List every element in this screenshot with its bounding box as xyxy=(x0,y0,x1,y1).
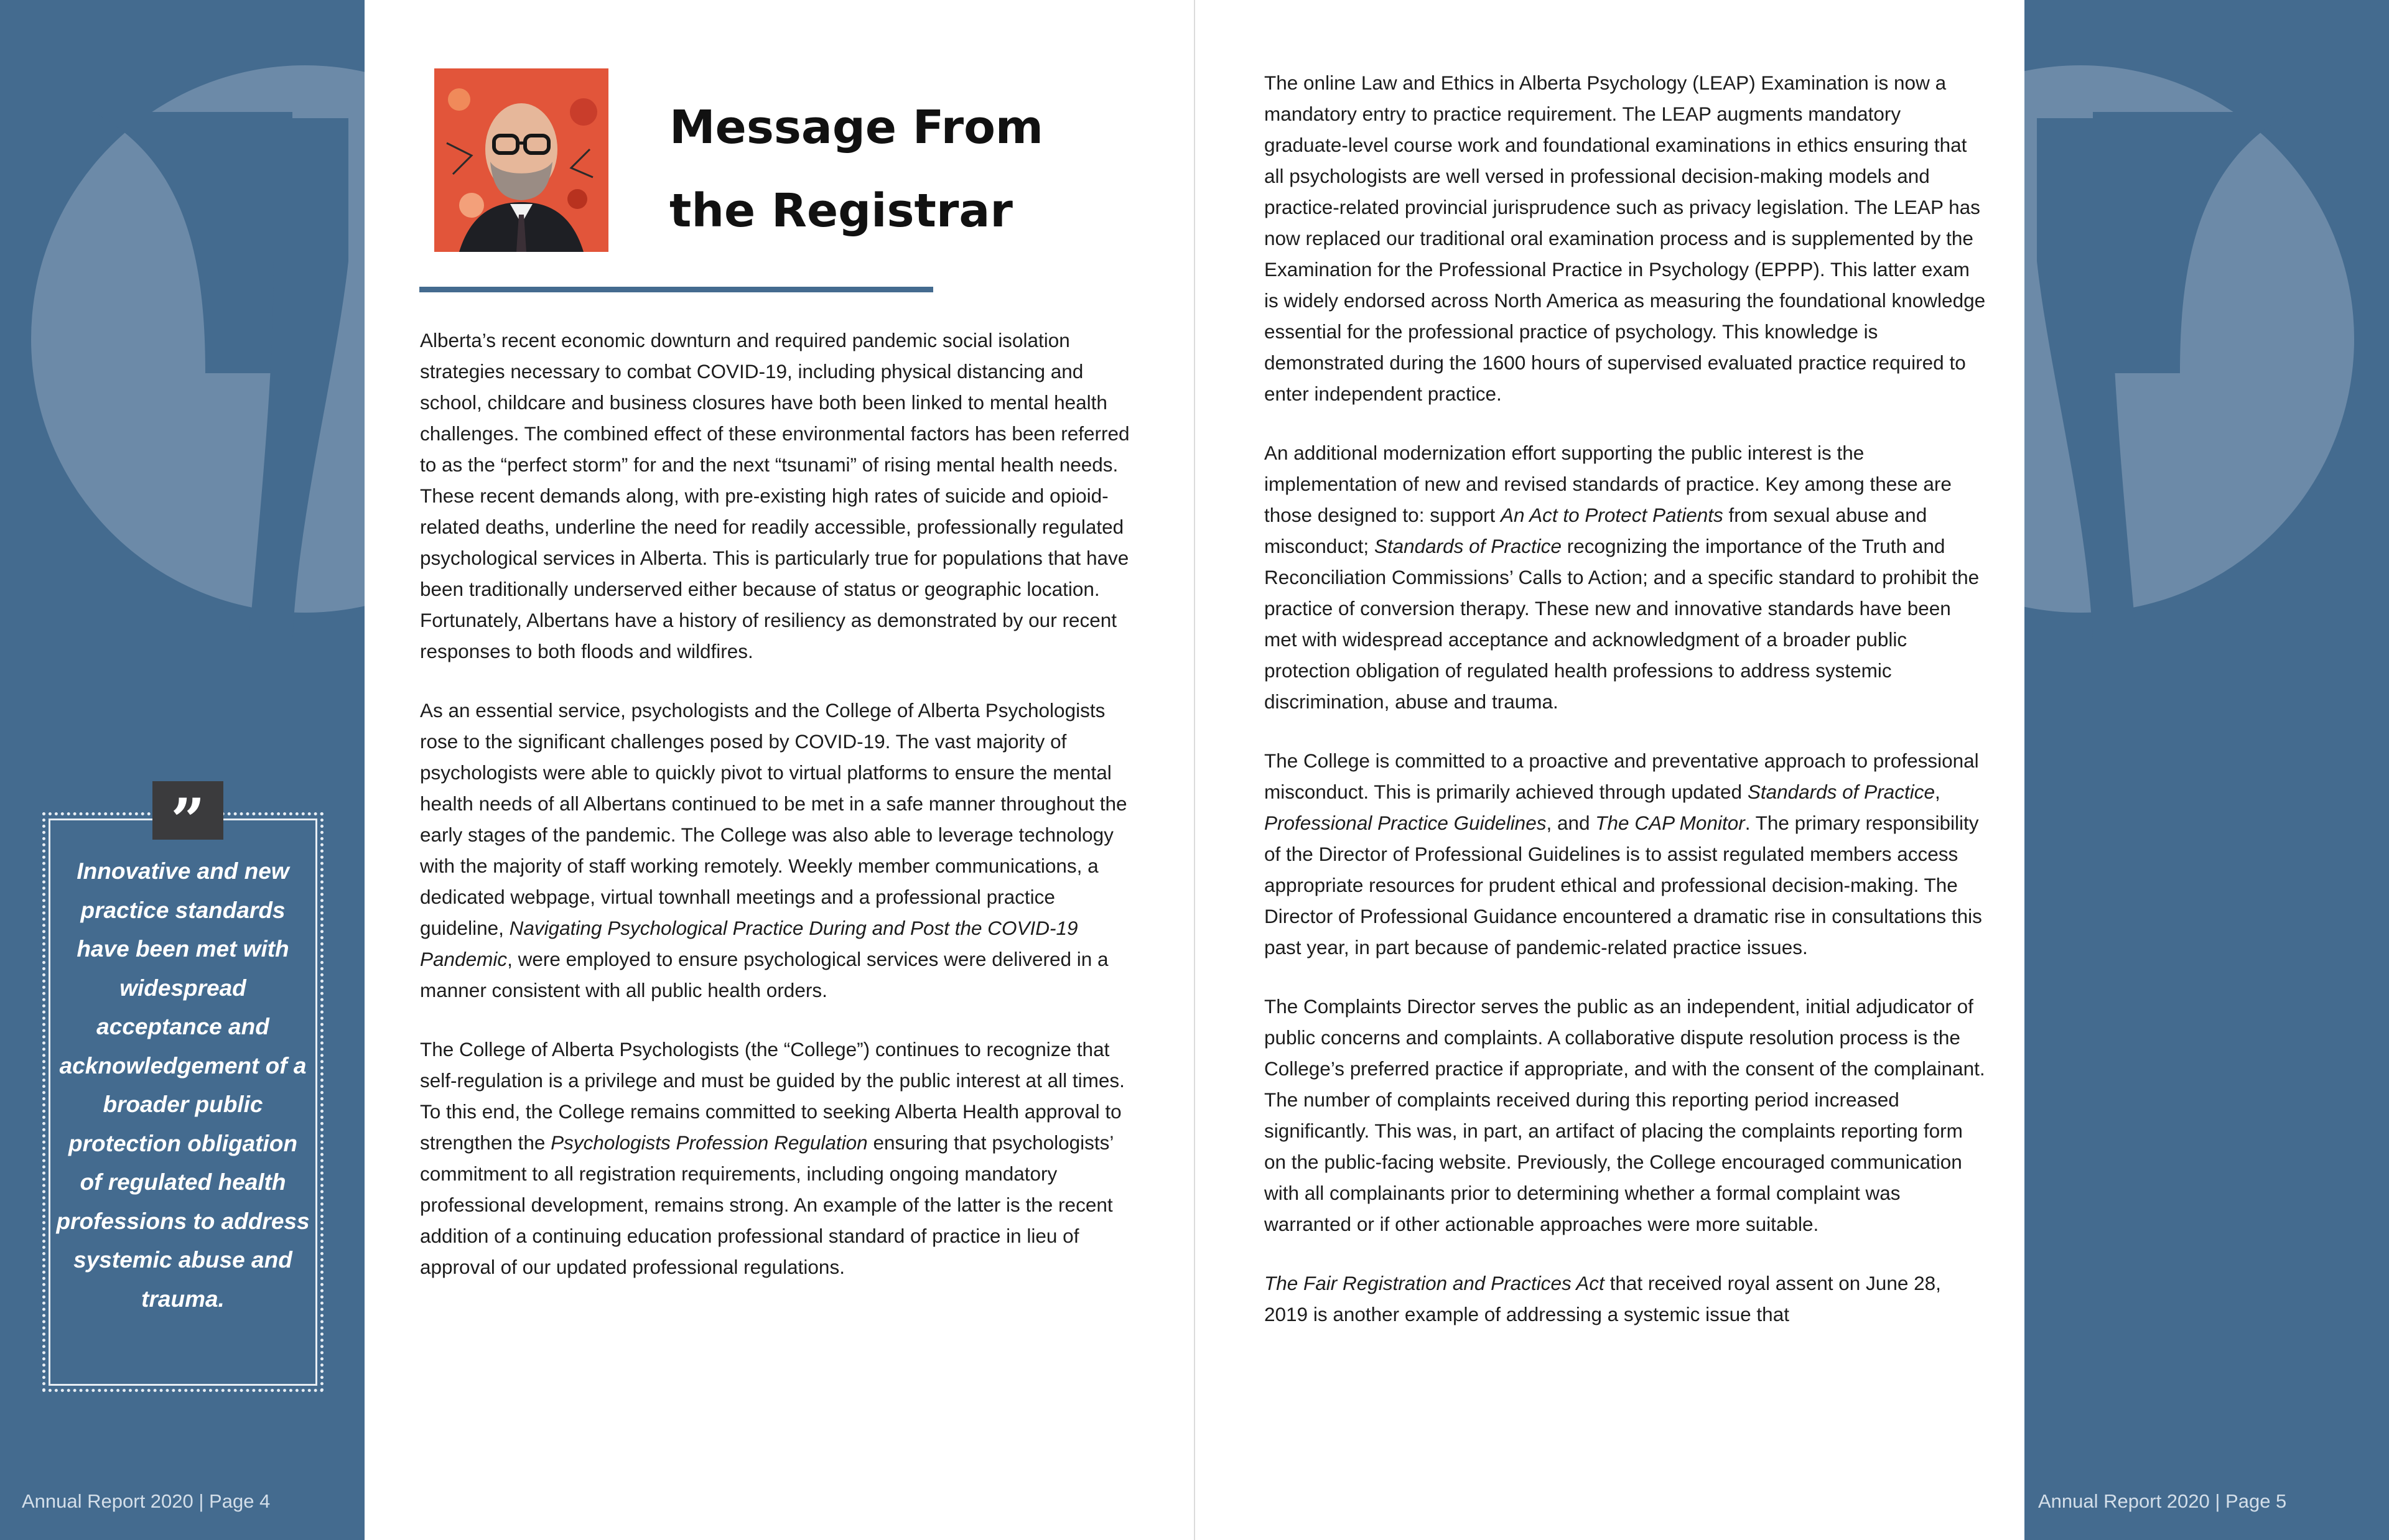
body-paragraph xyxy=(1264,437,1986,717)
body-paragraph xyxy=(1264,1268,1986,1330)
text-run: As an essential service, psychologists and the College of Alberta Psychologists rose to the significant challenges posed by COVID-19. The vast majority of psychologists were able to quickly pivot to virtual platforms to ensure the mental health needs of all Albertans continued to be met in a safe manner throughout the early stages of the pandemic. The College was also able to leverage technology with the majority of staff working remotely. Weekly member communications, a dedicated webpage, virtual townhall meetings and a professional practice guideline, xyxy=(420,699,1127,939)
text-run: An additional modernization effort supporting the public interest is the implementation of new and revised standards of practice. Key among these are those designed to: support xyxy=(1264,442,1952,526)
left-body-text xyxy=(420,325,1142,1310)
body-paragraph xyxy=(1264,67,1986,409)
right-page xyxy=(1195,0,2024,1540)
title-underline xyxy=(419,287,933,292)
page-title: Message From the Registrar xyxy=(669,101,1044,238)
italic-text-run: Psychologists Profession Regulation xyxy=(551,1131,868,1154)
text-run: . The primary responsibility of the Director of Professional Guidelines is to assist regulated members access appropriate resources for prudent ethical and professional decision-making. The Director of Professional Guidance encountered a dramatic rise in consultations this past year, in part because of pandemic-related practice issues. xyxy=(1264,812,1982,958)
registrar-portrait xyxy=(434,68,608,252)
body-paragraph xyxy=(1264,745,1986,963)
body-paragraph xyxy=(1264,991,1986,1240)
page-footer-right: Annual Report 2020 | Page 5 xyxy=(2038,1490,2287,1512)
psi-watermark-right xyxy=(2024,0,2389,1540)
italic-text-run: The CAP Monitor xyxy=(1595,812,1745,834)
italic-text-run: Standards of Practice xyxy=(1374,535,1562,557)
text-run: , were employed to ensure psychological services were delivered in a manner consistent with all public health orders. xyxy=(420,948,1109,1001)
quote-mark-icon: ” xyxy=(152,781,223,840)
right-body-text xyxy=(1264,67,1986,1358)
italic-text-run: Navigating Psychological Practice During and Post the COVID-19 Pandemic xyxy=(420,917,1078,970)
text-run: Alberta’s recent economic downturn and required pandemic social isolation strategies necessary to combat COVID-19, including physical distancing and school, childcare and business closures have both been linked to mental health challenges. The combined effect of these environmental factors has been referred to as the “perfect storm” for and the next “tsunami” of rising mental health needs. These recent demands along, with pre-existing high rates of suicide and opioid-related deaths, underline the need for readily accessible, professionally regulated psychological services in Alberta. This is particularly true for populations that have been traditionally underserved either because of status or geographic location. Fortunately, Albertans have a history of resiliency as demonstrated by our recent responses to both floods and wildfires. xyxy=(420,329,1130,662)
body-paragraph xyxy=(420,1034,1142,1283)
page-footer-left: Annual Report 2020 | Page 4 xyxy=(22,1490,271,1512)
italic-text-run: Professional Practice Guidelines xyxy=(1264,812,1547,834)
body-paragraph xyxy=(420,695,1142,1006)
text-run: that received royal assent on June 28, 2019 is another example of addressing a systemic issue that xyxy=(1264,1272,1941,1325)
text-run: The College of Alberta Psychologists (the “College”) continues to recognize that self-regulation is a privilege and must be guided by the public interest at all times. To this end, the College remains committed to seeking Alberta Health approval to strengthen the xyxy=(420,1038,1125,1154)
body-paragraph xyxy=(420,325,1142,667)
text-run: The online Law and Ethics in Alberta Psychology (LEAP) Examination is now a mandatory entry to practice requirement. The LEAP augments mandatory graduate-level course work and foundational examinations in ethics ensuring that all psychologists are well versed in professional decision-making models and practice-related provincial jurisprudence such as privacy legislation. The LEAP has now replaced our traditional oral examination process and is supplemented by the Examination for the Professional Practice in Psychology (EPPP). This latter exam is widely endorsed across North America as measuring the foundational knowledge essential for the professional practice of psychology. This knowledge is demonstrated during the 1600 hours of supervised evaluated practice required to enter independent practice. xyxy=(1264,72,1986,405)
text-run: The Complaints Director serves the public as an independent, initial adjudicator of public concerns and complaints. A collaborative dispute resolution process is the College’s preferred practice if appropriate, and with the consent of the complainant. The number of complaints received during this reporting period increased significantly. This was, in part, an artifact of placing the complaints reporting form on the public-facing website. Previously, the College encouraged communication with all complainants prior to determining whether a formal complaint was warranted or if other actionable approaches were more suitable. xyxy=(1264,995,1985,1235)
text-run: from sexual abuse and misconduct; xyxy=(1264,504,1927,557)
italic-text-run: The Fair Registration and Practices Act xyxy=(1264,1272,1604,1294)
text-run: recognizing the importance of the Truth and Reconciliation Commissions’ Calls to Action; and a specific standard to prohibit the practice of conversion therapy. These new and innovative standards have been met with widespread acceptance and acknowledgment of a broader public protection obligation of regulated health professions to address systemic discrimination, abuse and trauma. xyxy=(1264,535,1980,713)
italic-text-run: An Act to Protect Patients xyxy=(1501,504,1723,526)
text-run: , xyxy=(1934,781,1940,803)
left-page xyxy=(365,0,1194,1540)
italic-text-run: Standards of Practice xyxy=(1747,781,1935,803)
text-run: , and xyxy=(1546,812,1596,834)
pull-quote-text: Innovative and new practice standards have been met with widespread acceptance and acknowledgement of a broader public protection obligation of regulated health professions to address systemic abuse and trauma. xyxy=(56,858,310,1312)
text-run: The College is committed to a proactive and preventative approach to professional misconduct. This is primarily achieved through updated xyxy=(1264,749,1979,803)
text-run: ensuring that psychologists’ commitment to all registration requirements, including ongoing mandatory professional development, remains strong. An example of the latter is the recent addition of a continuing education professional standard of practice in lieu of approval of our updated professional regulations. xyxy=(420,1131,1114,1278)
